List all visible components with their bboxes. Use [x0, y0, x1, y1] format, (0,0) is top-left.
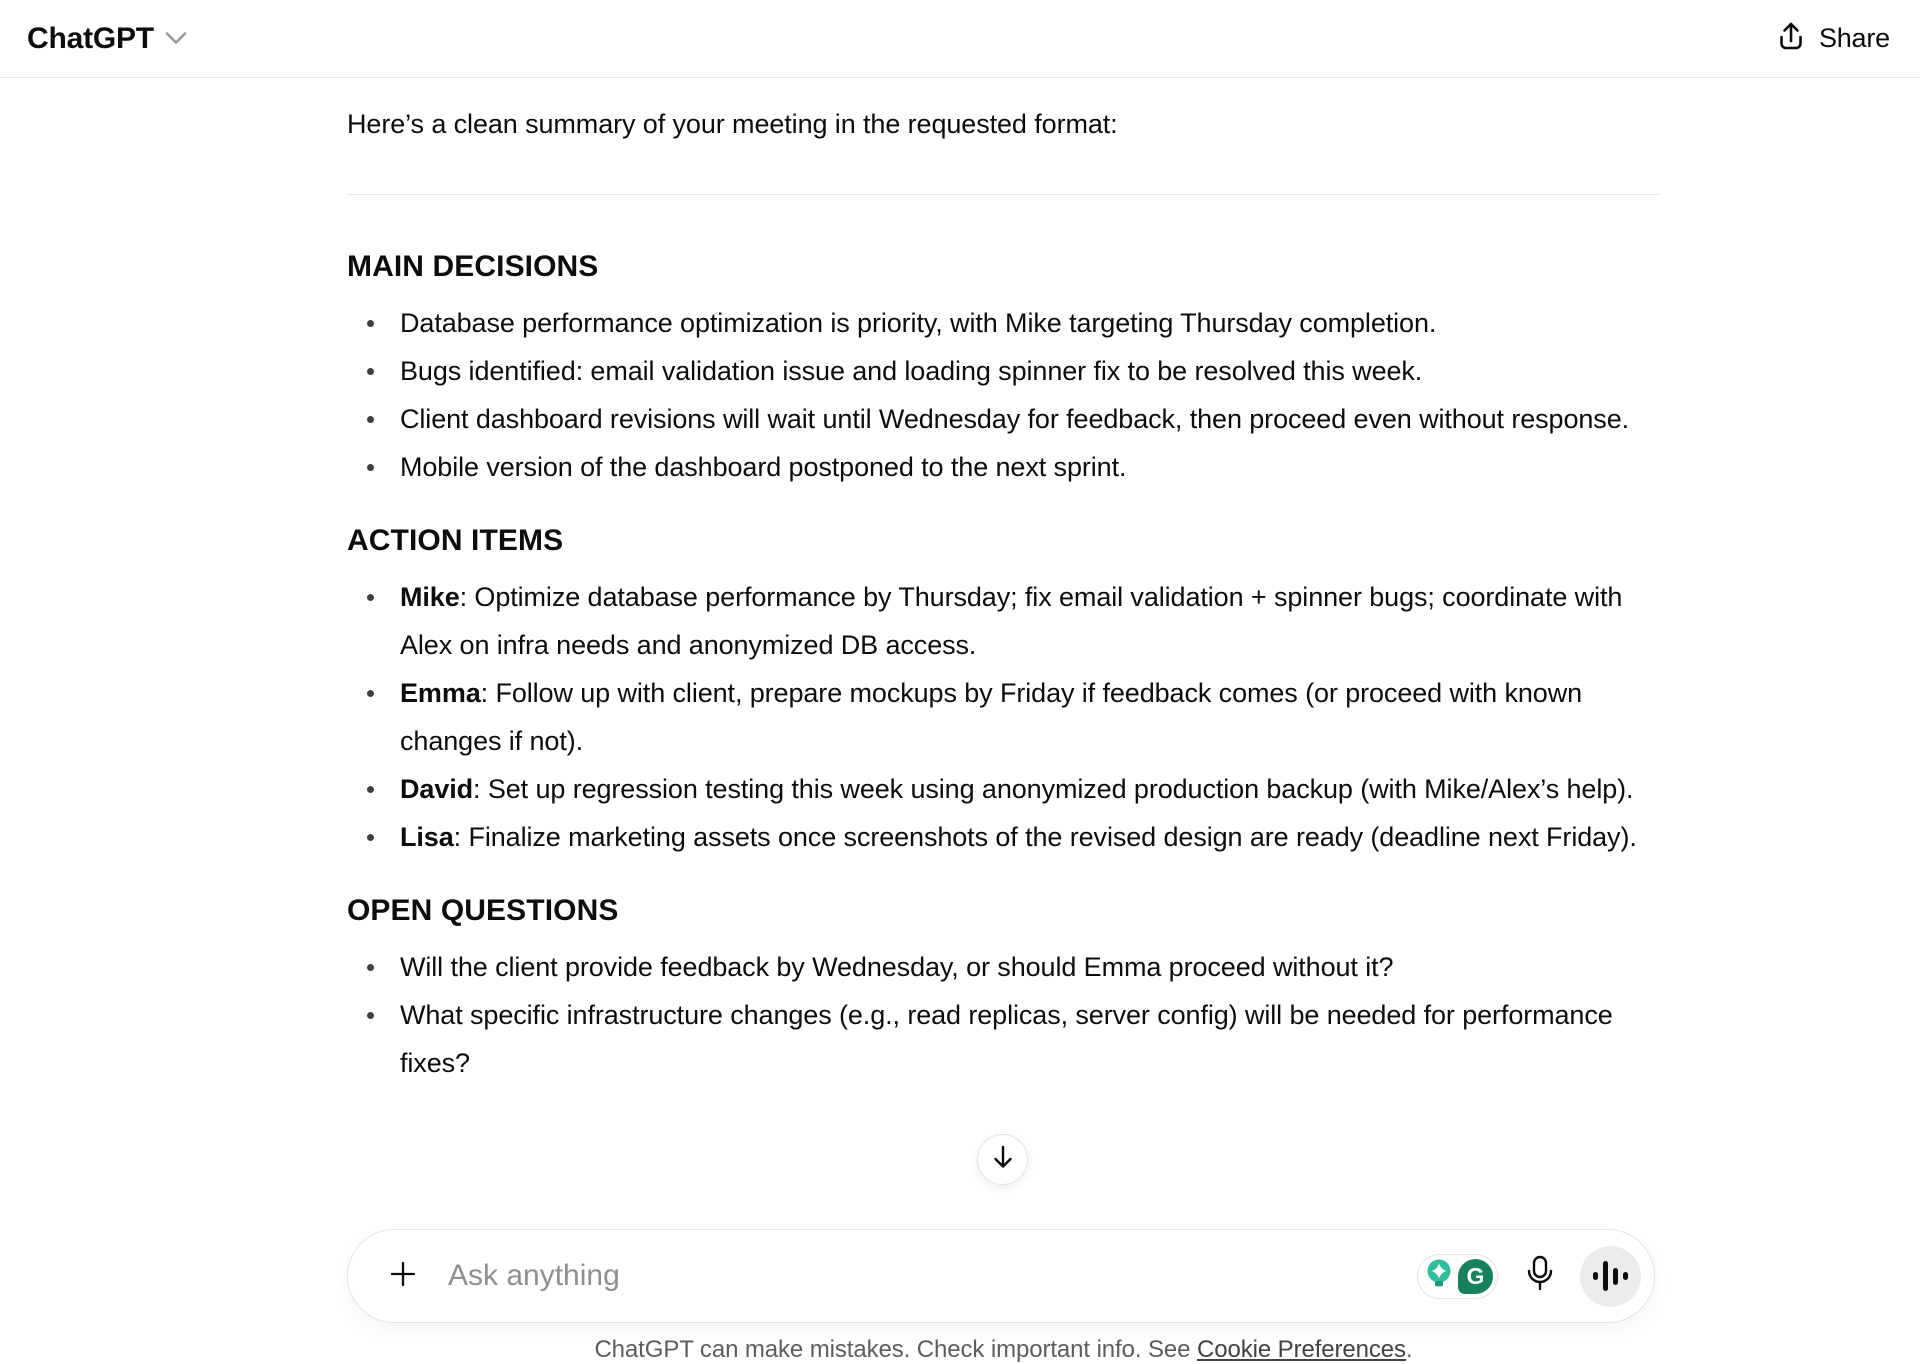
list-item: Will the client provide feedback by Wednesday, or should Emma proceed without it?	[347, 943, 1660, 991]
browser-extension-badge[interactable]	[1417, 1254, 1498, 1299]
list-item: Client dashboard revisions will wait until Wednesday for feedback, then proceed even without response.	[347, 395, 1660, 443]
attach-button[interactable]	[386, 1259, 420, 1293]
scroll-to-bottom-button[interactable]	[977, 1134, 1028, 1185]
app-title: ChatGPT	[27, 21, 154, 55]
list-item: David: Set up regression testing this week using anonymized production backup (with Mike/Alex’s help).	[347, 765, 1660, 813]
dictate-button[interactable]	[1520, 1254, 1560, 1298]
list-item: Bugs identified: email validation issue and loading spinner fix to be resolved this week.	[347, 347, 1660, 395]
main-decisions-list	[347, 299, 1660, 491]
list-item: Lisa: Finalize marketing assets once screenshots of the revised design are ready (deadline next Friday).	[347, 813, 1660, 861]
open-questions-list	[347, 943, 1660, 1087]
disclaimer	[347, 1336, 1660, 1364]
share-button[interactable]	[1770, 12, 1896, 65]
action-items-list	[347, 573, 1660, 861]
list-item: Database performance optimization is priority, with Mike targeting Thursday completion.	[347, 299, 1660, 347]
model-switcher[interactable]	[27, 22, 187, 56]
disclaimer-text: ChatGPT can make mistakes. Check important info. See	[594, 1336, 1197, 1363]
chevron-down-icon	[165, 31, 187, 50]
divider	[347, 194, 1660, 195]
message-composer	[347, 1229, 1655, 1323]
cookie-preferences-link[interactable]: Cookie Preferences	[1196, 1336, 1406, 1363]
lightbulb-extension-icon	[1422, 1256, 1456, 1297]
plus-icon	[388, 1259, 418, 1294]
disclaimer-period: .	[1405, 1336, 1413, 1363]
chat-input[interactable]	[448, 1259, 1417, 1293]
list-item: Mike: Optimize database performance by Thursday; fix email validation + spinner bugs; coordinate with Alex on infra needs and anonymized DB access.	[347, 573, 1660, 669]
share-label: Share	[1818, 23, 1890, 53]
top-bar	[0, 0, 1920, 78]
assistant-message	[347, 78, 1660, 1087]
list-item: What specific infrastructure changes (e.g., read replicas, server config) will be needed for performance fixes?	[347, 991, 1660, 1087]
intro-paragraph: Here’s a clean summary of your meeting in the requested format:	[347, 109, 1118, 139]
section-title-main-decisions: MAIN DECISIONS	[347, 250, 599, 283]
section-title-action-items: ACTION ITEMS	[347, 524, 564, 557]
share-icon	[1776, 20, 1806, 57]
grammarly-icon: G	[1458, 1259, 1493, 1294]
list-item: Emma: Follow up with client, prepare mockups by Friday if feedback comes (or proceed with known changes if not).	[347, 669, 1660, 765]
list-item: Mobile version of the dashboard postponed to the next sprint.	[347, 443, 1660, 491]
section-title-open-questions: OPEN QUESTIONS	[347, 894, 619, 927]
microphone-icon	[1524, 1254, 1556, 1299]
voice-mode-button[interactable]	[1580, 1246, 1641, 1307]
voice-waveform-icon	[1593, 1261, 1628, 1291]
arrow-down-icon	[989, 1143, 1017, 1176]
